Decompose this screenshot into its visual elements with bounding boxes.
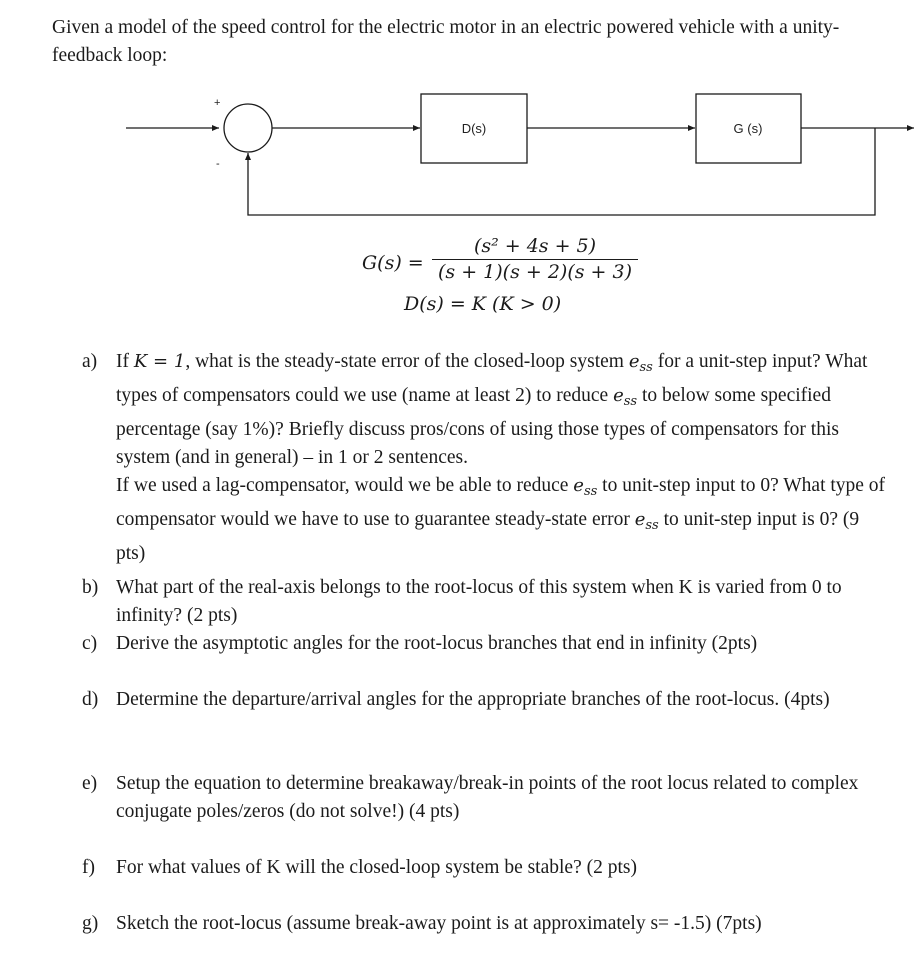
summing-junction <box>224 104 272 152</box>
question-letter: e) <box>82 773 98 794</box>
k-equation: K = 1 <box>133 351 186 372</box>
g-numerator: (s² + 4s + 5) <box>432 235 638 260</box>
question-a: a) If K = 1, what is the steady-state error of the closed-loop system $e_{ss}$ for a unit-step input? What types of compensators could we use (name at least 2) to reduce $e_{ss}$ to below some specified percentage (say 1%)? Briefly discuss pros/cons of using those types of compensators for this system (and in general) – in 1 or 2 sentences. If we used a lag-compensator, would we be able to reduce $e_{ss}$ to unit-step input to 0? What type of compensator would we have to use to guarantee steady-state error $e_{ss}$ to unit-step input is 0? (9 pts) <box>116 348 886 568</box>
question-b <box>82 574 886 630</box>
question-e <box>82 770 886 826</box>
question-text: Determine the departure/arrival angles for the appropriate branches of the root-locus. (4pts) <box>116 689 830 710</box>
ess-symbol: $e_{ss}$ <box>573 475 598 499</box>
question-letter: a) <box>82 351 98 372</box>
ess-symbol: $e_{ss}$ <box>613 385 638 409</box>
question-c <box>82 630 886 658</box>
question-text: Sketch the root-locus (assume break-away point is at approximately s= -1.5) (7pts) <box>116 913 762 934</box>
g-denominator: (s + 1)(s + 2)(s + 3) <box>438 261 632 283</box>
controller-equation: D(s) = K (K > 0) <box>404 293 562 315</box>
minus-sign: - <box>216 158 220 170</box>
problem-intro: Given a model of the speed control for the electric motor in an electric powered vehicle with a unity-feedback loop: <box>52 17 840 66</box>
question-letter: g) <box>82 913 99 934</box>
g-fraction <box>432 235 638 283</box>
question-g <box>82 910 886 938</box>
question-letter: d) <box>82 689 99 710</box>
question-d <box>82 686 886 714</box>
question-letter: b) <box>82 577 99 598</box>
question-text: Derive the asymptotic angles for the root-locus branches that end in infinity (2pts) <box>116 633 758 654</box>
block-diagram <box>0 80 922 230</box>
question-text: For what values of K will the closed-loop system be stable? (2 pts) <box>116 857 637 878</box>
controller-block-label: D(s) <box>461 121 487 136</box>
question-text: What part of the real-axis belongs to the root-locus of this system when K is varied from 0 to infinity? (2 pts) <box>116 577 842 626</box>
question-f <box>82 854 886 882</box>
question-text: Setup the equation to determine breakaway/break-in points of the root locus related to complex conjugate poles/zeros (do not solve!) (4 pts) <box>116 773 859 822</box>
ess-symbol: $e_{ss}$ <box>634 509 659 533</box>
question-letter: c) <box>82 633 98 654</box>
question-letter: f) <box>82 857 95 878</box>
g-lhs: G(s) = <box>362 252 424 274</box>
plus-sign: + <box>214 97 221 109</box>
plant-block-label: G (s) <box>733 121 763 136</box>
ess-symbol: $e_{ss}$ <box>628 351 653 375</box>
